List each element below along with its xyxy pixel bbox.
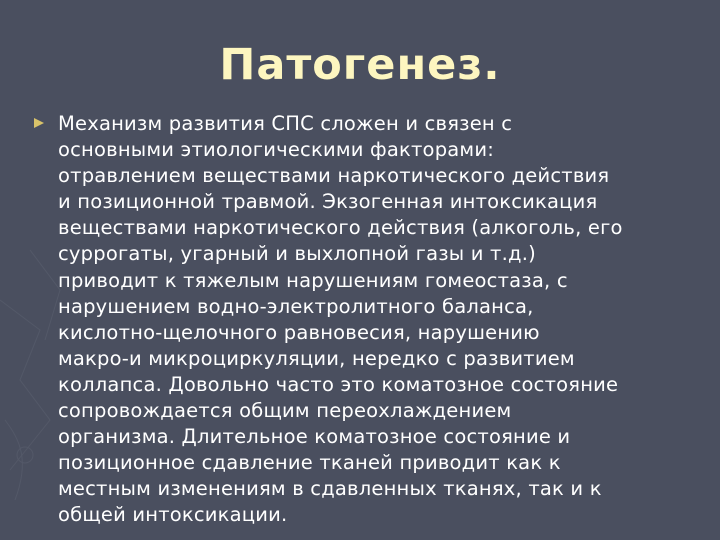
bullet-text: Механизм развития СПС сложен и связен с основными этиологическими факторами: отравлением веществами наркотического действия и позиционной травмой. Экзогенная интоксикация веществами наркотического действия (алкоголь, его суррогаты, угарный и выхлопной газы и т.д.) приводит к тяжелым нарушениям гомеостаза, с нарушением водно-электролитного баланса, кислотно-щелочного равновесия, нарушению макро-и микроциркуляции, нередко с развитием коллапса. Довольно часто это коматозное состояние сопровождается общим переохлаждением организма. Длительное коматозное состояние и позиционное сдавление тканей приводит как к местным изменениям в сдавленных тканях, так и к общей интоксикации. xyxy=(58,112,623,527)
triangle-bullet-icon xyxy=(34,118,44,128)
slide-title: Патогенез. xyxy=(219,40,501,90)
bullet-item xyxy=(34,111,698,529)
